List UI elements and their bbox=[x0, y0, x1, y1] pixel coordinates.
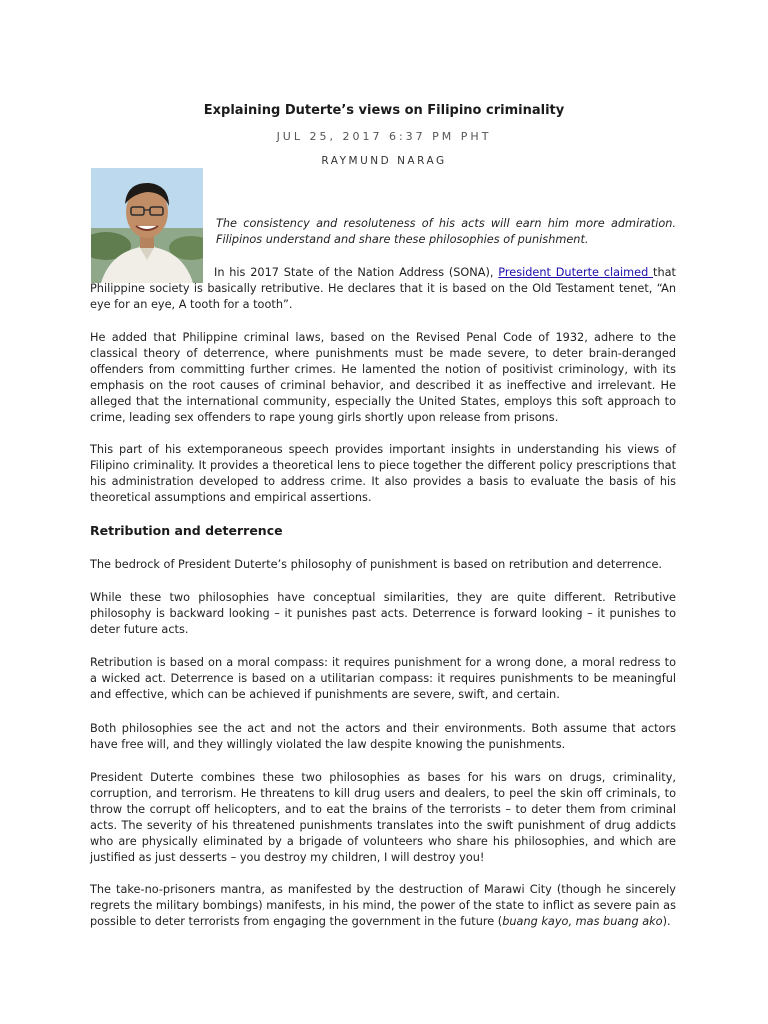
article-title: Explaining Duterte’s views on Filipino criminality bbox=[203, 103, 565, 118]
duterte-claimed-link[interactable]: President Duterte claimed bbox=[498, 266, 654, 279]
paragraph-marawi bbox=[90, 882, 676, 930]
paragraph-speech-insights: This part of his extemporaneous speech provides important insights in understanding his views of Filipino criminality. It provides a theoretical lens to piece together the different policy prescriptions that his administration developed to address crime. It also provides a basis to evaluate the basis of his theoretical assumptions and empirical assertions. bbox=[90, 443, 676, 504]
paragraph-moral-compass: Retribution is based on a moral compass: it requires punishment for a wrong done, a moral redress to a wicked act. Deterrence is based on a utilitarian compass: it requires punishments to be meaningful and effective, which can be achieved if punishments are severe, swift, and certain. bbox=[90, 656, 676, 701]
section-heading: Retribution and deterrence bbox=[90, 523, 283, 538]
paragraph-free-will: Both philosophies see the act and not the actors and their environments. Both assume that actors have free will, and they willingly violated the law despite knowing the punishments. bbox=[90, 722, 676, 751]
paragraph-bedrock: The bedrock of President Duterte’s philosophy of punishment is based on retribution and deterrence. bbox=[90, 558, 662, 571]
pull-quote: The consistency and resoluteness of his acts will earn him more admiration. Filipinos understand and share these philosophies of punishment. bbox=[216, 217, 676, 246]
intro-paragraph bbox=[90, 265, 676, 313]
marawi-quote: buang kayo, mas buang ako bbox=[502, 915, 663, 928]
article-author: RAYMUND NARAG bbox=[321, 155, 447, 167]
intro-text-start: In his 2017 State of the Nation Address (SONA), bbox=[214, 266, 499, 279]
marawi-end: ). bbox=[662, 915, 671, 928]
intro-text-end: that Philippine society is basically retributive. He declares that it is based on the Old Testament tenet, “An eye for an eye, A tooth for a tooth”. bbox=[90, 266, 676, 311]
article-date: JUL 25, 2017 6:37 PM PHT bbox=[276, 130, 492, 143]
paragraph-similarities: While these two philosophies have conceptual similarities, they are quite different. Retributive philosophy is backward looking – it punishes past acts. Deterrence is forward looking – it punishes to deter future acts. bbox=[90, 591, 676, 636]
marawi-text: The take-no-prisoners mantra, as manifested by the destruction of Marawi City (though he sincerely regrets the military bombings) manifests, in his mind, the power of the state to inflict as severe pain as possible to deter terrorists from engaging the government in the future ( bbox=[90, 883, 676, 928]
paragraph-wars-on-drugs: President Duterte combines these two philosophies as bases for his wars on drugs, criminality, corruption, and terrorism. He threatens to kill drug users and dealers, to peel the skin off criminals, to throw the corrupt off helicopters, and to eat the brains of the terrorists – to deter them from criminal acts. The severity of his threatened punishments translates into the swift punishment of drug addicts who are physically eliminated by a brigade of volunteers who share his philosophies, and which are justified as just desserts – you destroy my children, I will destroy you! bbox=[90, 771, 676, 864]
paragraph-penal-code: He added that Philippine criminal laws, based on the Revised Penal Code of 1932, adhere to the classical theory of deterrence, where punishments must be made severe, to deter brain-deranged offenders from committing further crimes. He lamented the notion of positivist criminology, with its emphasis on the root causes of criminal behavior, and described it as ineffective and irrelevant. He alleged that the international community, especially the United States, employs this soft approach to crime, leading sex offenders to rape young girls shortly upon release from prisons. bbox=[90, 331, 676, 424]
